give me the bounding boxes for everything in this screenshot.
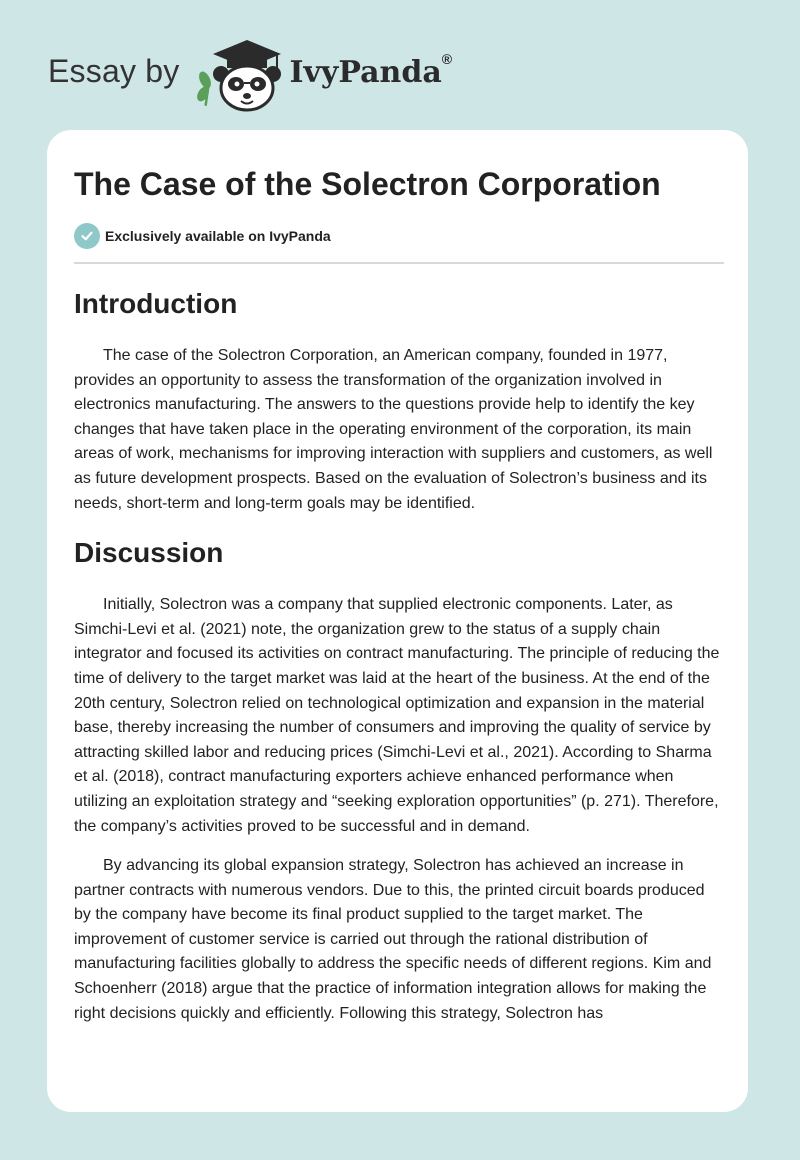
page-title: The Case of the Solectron Corporation (74, 166, 661, 202)
site-header (48, 34, 452, 114)
essay-card (47, 130, 748, 1112)
brand-name-text: IvyPanda (289, 54, 442, 90)
section-heading-discussion: Discussion (74, 537, 224, 569)
exclusive-badge-text: Exclusively available on IvyPanda (105, 228, 331, 244)
essay-content (74, 164, 724, 1026)
section-heading-introduction: Introduction (74, 288, 238, 319)
discussion-paragraph-2: By advancing its global expansion strategy, Solectron has achieved an increase in partner contracts with numerous vendors. Due to this, the printed circuit boards produced by the company have become its final product supplied to the target market. The improvement of customer service is carried out through the rational distribution of manufacturing facilities globally to address the specific needs of different regions. Kim and Schoenherr (2018) argue that the practice of information integration allows for making the right decisions quickly and efficiently. Following this strategy, Solectron has (74, 857, 712, 1022)
essay-by-label: Essay by (48, 52, 180, 89)
exclusive-badge (74, 222, 724, 250)
title-divider (74, 262, 724, 264)
brand-name[interactable] (289, 50, 453, 90)
panda-graduate-logo-icon[interactable] (193, 34, 285, 114)
check-icon (74, 223, 100, 249)
discussion-paragraph-1: Initially, Solectron was a company that supplied electronic components. Later, as Simchi-Levi et al. (2021) note, the organization grew to the status of a supply chain integrator and focused its activities on contract manufacturing. The principle of reducing the time of delivery to the target market was laid at the heart of the business. At the end of the 20th century, Solectron relied on technological optimization and expansion in the material base, thereby increasing the number of consumers and improving the quality of service by attracting skilled labor and reducing prices (Simchi-Levi et al., 2021). According to Sharma et al. (2018), contract manufacturing exporters achieve enhanced performance when utilizing an exploitation strategy and “seeking exploration opportunities” (p. 271). Therefore, the company’s activities proved to be successful and in demand. (74, 596, 720, 835)
introduction-paragraph: The case of the Solectron Corporation, an American company, founded in 1977, provides an opportunity to assess the transformation of the organization involved in electronics manufacturing. The answers to the questions provide help to identify the key changes that have taken place in the operating environment of the corporation, its main areas of work, mechanisms for improving interaction with suppliers and customers, as well as future development prospects. Based on the evaluation of Solectron’s business and its needs, short-term and long-term goals may be identified. (74, 347, 713, 512)
registered-mark: ® (441, 50, 453, 67)
